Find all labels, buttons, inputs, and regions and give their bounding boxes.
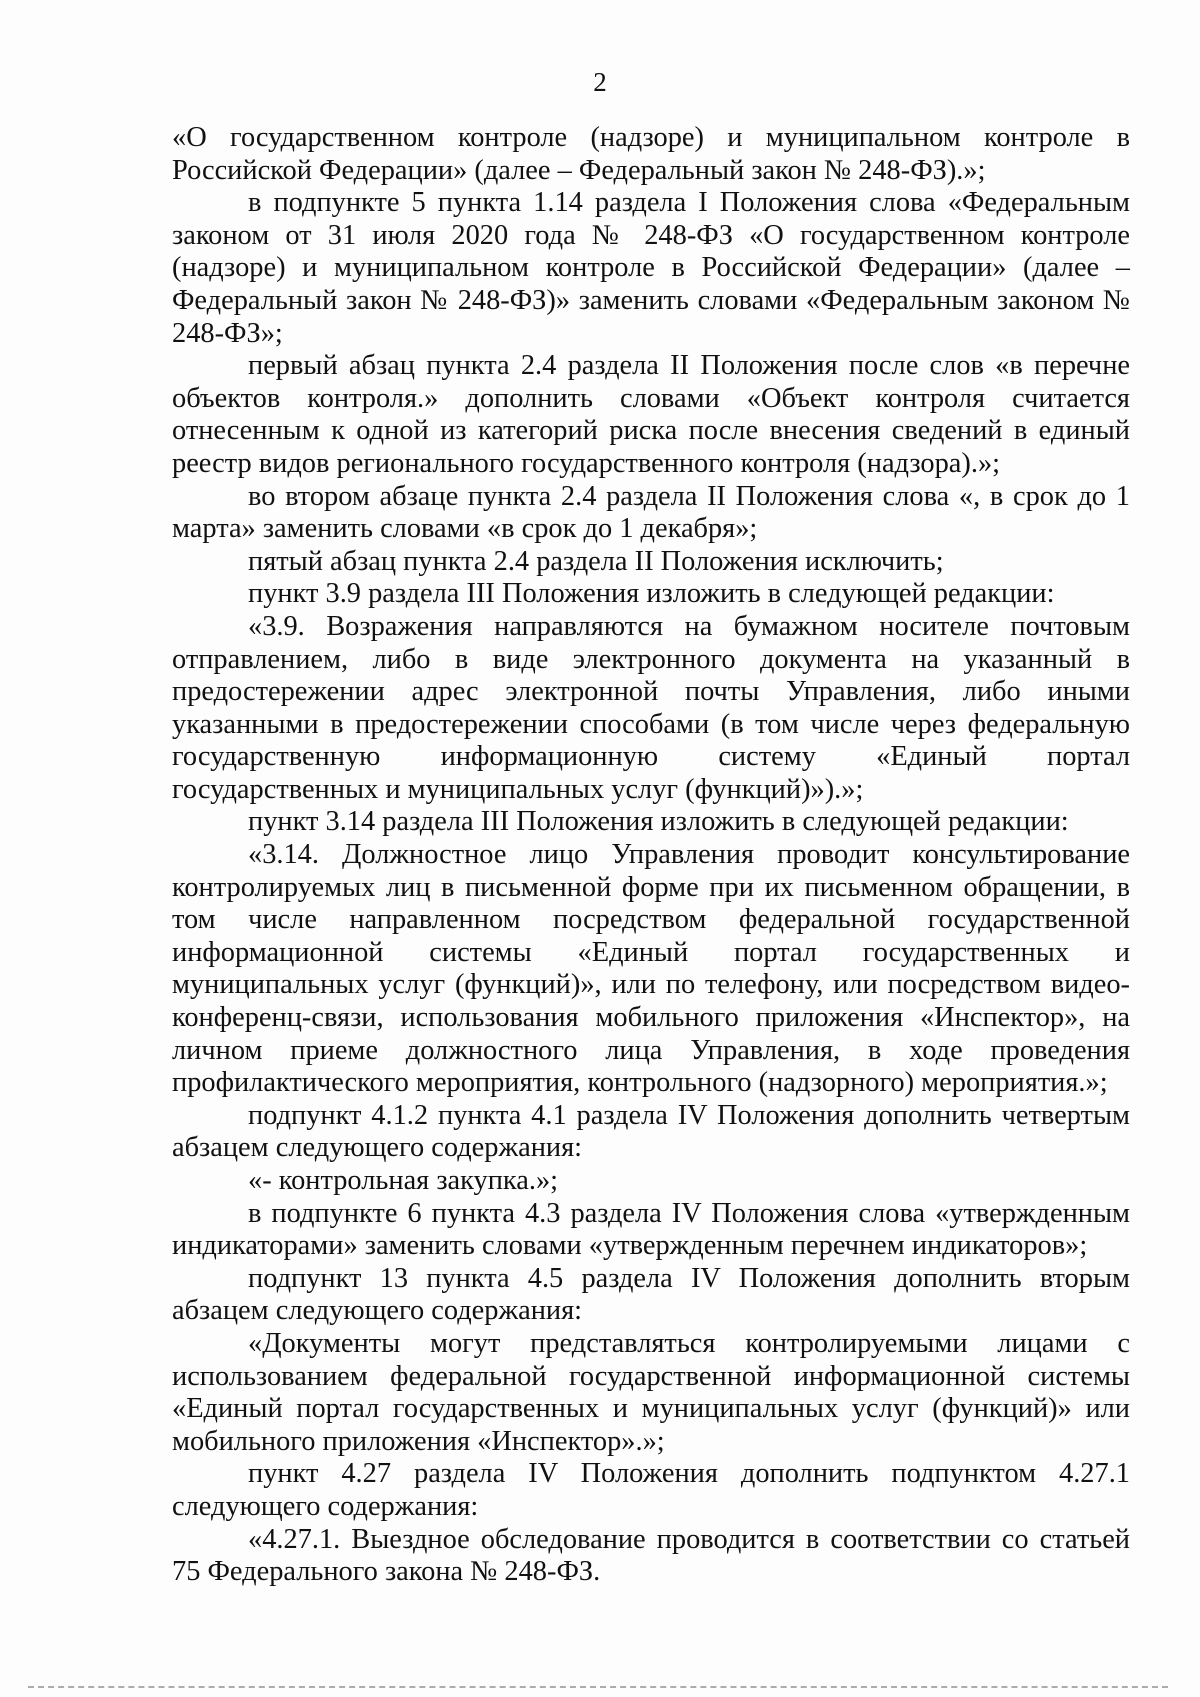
paragraph-7: «3.9. Возражения направляются на бумажном носителе почтовым отправлением, либо в виде электронного документа на указанный в предостережении адрес электронной почты Управления, либо иными указанными в предостережении способами (в том числе через федеральную государственную информационную систему «Единый портал государственных и муниципальных услуг (функций)»).»;: [172, 610, 1130, 805]
paragraph-13: подпункт 13 пункта 4.5 раздела IV Положения дополнить вторым абзацем следующего содержания:: [172, 1262, 1130, 1327]
paragraph-2: в подпункте 5 пункта 1.14 раздела I Положения слова «Федеральным законом от 31 июля 2020 года № 248-ФЗ «О государственном контроле (надзоре) и муниципальном контроле в Российской Федерации» (далее – Федеральный закон № 248-ФЗ)» заменить словами «Федеральным законом № 248-ФЗ»;: [172, 187, 1130, 349]
paragraph-1: «О государственном контроле (надзоре) и муниципальном контроле в Российской Федерации» (далее – Федеральный закон № 248-ФЗ).»;: [172, 122, 1130, 186]
paragraph-14: «Документы могут представляться контролируемыми лицами с использованием федеральной государственной информационной системы «Единый портал государственных и муниципальных услуг (функций)» или мобильного приложения «Инспектор».»;: [172, 1327, 1130, 1457]
scan-bottom-edge-divider: [28, 1686, 1168, 1688]
document-body: [172, 122, 1130, 1589]
paragraph-6: пункт 3.9 раздела III Положения изложить в следующей редакции:: [248, 578, 1055, 610]
paragraph-12: в подпункте 6 пункта 4.3 раздела IV Положения слова «утвержденным индикаторами» заменить словами «утвержденным перечнем индикаторов»;: [172, 1197, 1130, 1262]
paragraph-11: «- контрольная закупка.»;: [248, 1165, 559, 1196]
page-number: 2: [593, 67, 607, 97]
paragraph-10: подпункт 4.1.2 пункта 4.1 раздела IV Положения дополнить четвертым абзацем следующего содержания:: [172, 1099, 1130, 1164]
paragraph-4: во втором абзаце пункта 2.4 раздела II Положения слова «, в срок до 1 марта» заменить словами «в срок до 1 декабря»;: [172, 480, 1130, 545]
paragraph-8: пункт 3.14 раздела III Положения изложить в следующей редакции:: [248, 806, 1069, 838]
paragraph-16: «4.27.1. Выездное обследование проводится в соответствии со статьей 75 Федерального закона № 248-ФЗ.: [172, 1523, 1130, 1588]
paragraph-5: пятый абзац пункта 2.4 раздела II Положения исключить;: [248, 545, 944, 577]
paragraph-3: первый абзац пункта 2.4 раздела II Положения после слов «в перечне объектов контроля.» дополнить словами «Объект контроля считается отнесенным к одной из категорий риска после внесения сведений в единый реестр видов регионального государственного контроля (надзора).»;: [172, 350, 1130, 479]
paragraph-9: «3.14. Должностное лицо Управления проводит консультирование контролируемых лиц в письменной форме при их письменном обращении, в том числе направленном посредством федеральной государственной информационной системы «Единый портал государственных и муниципальных услуг (функций)», или по телефону, или посредством видео-конференц-связи, использования мобильного приложения «Инспектор», на личном приеме должностного лица Управления, в ходе проведения профилактического мероприятия, контрольного (надзорного) мероприятия.»;: [172, 839, 1130, 1099]
paragraph-15: пункт 4.27 раздела IV Положения дополнить подпунктом 4.27.1 следующего содержания:: [172, 1458, 1130, 1522]
